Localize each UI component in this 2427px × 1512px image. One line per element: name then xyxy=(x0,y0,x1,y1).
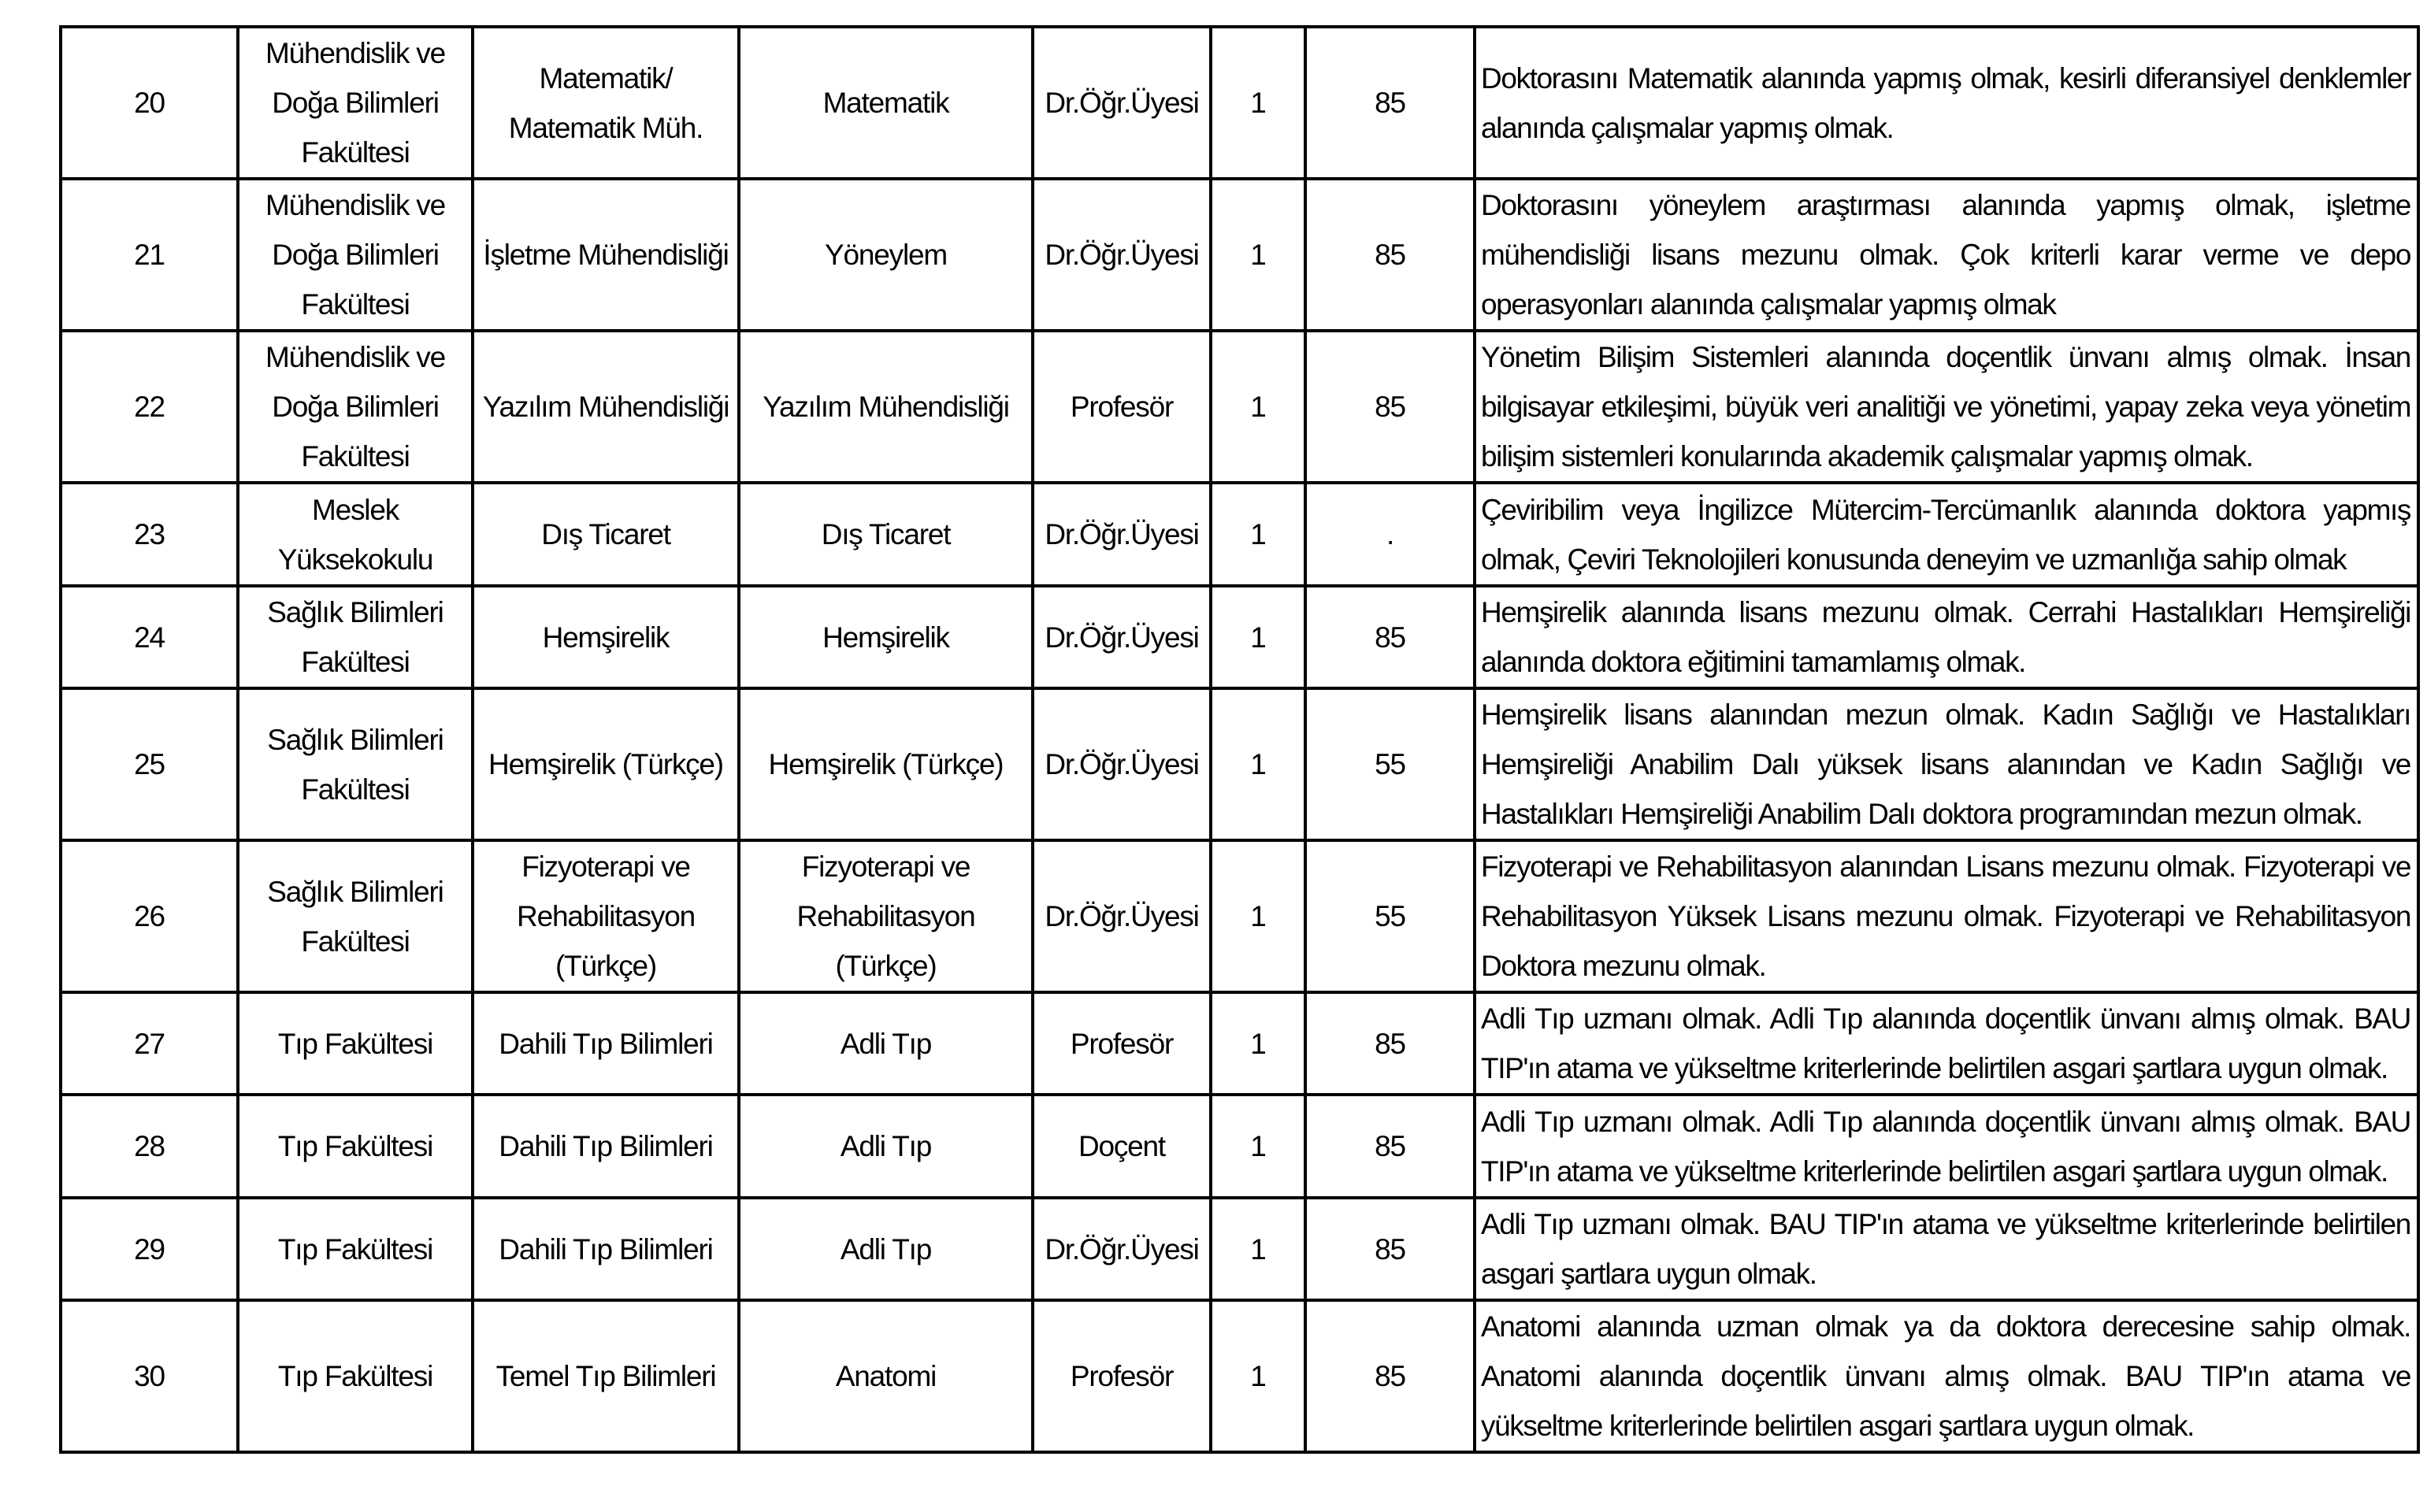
faculty-cell: Mühendislik ve Doğa Bilimleri Fakültesi xyxy=(238,331,473,483)
field-cell: Adli Tıp xyxy=(739,1198,1033,1300)
field-cell: Yazılım Mühendisliği xyxy=(739,331,1033,483)
requirements-cell: Doktorasını yöneylem araştırması alanında yapmış olmak, işletme mühendisliği lisans mezunu olmak. Çok kriterli karar verme ve depo operasyonları alanında çalışmalar yapmış olmak xyxy=(1475,179,2418,331)
faculty-cell: Tıp Fakültesi xyxy=(238,1198,473,1300)
table-row xyxy=(61,1300,2418,1452)
department-cell: Temel Tıp Bilimleri xyxy=(473,1300,739,1452)
faculty-cell: Tıp Fakültesi xyxy=(238,1095,473,1198)
table-row xyxy=(61,992,2418,1095)
requirements-cell: Adli Tıp uzmanı olmak. Adli Tıp alanında doçentlik ünvanı almış olmak. BAU TIP'ın atama ve yükseltme kriterlerinde belirtilen asgari şartlara uygun olmak. xyxy=(1475,1095,2418,1198)
score-cell: 85 xyxy=(1305,179,1475,331)
row-number: 25 xyxy=(61,688,238,840)
count-cell: 1 xyxy=(1211,688,1305,840)
requirements-cell: Anatomi alanında uzman olmak ya da doktora derecesine sahip olmak. Anatomi alanında doçentlik ünvanı almış olmak. BAU TIP'ın atama ve yükseltme kriterlerinde belirtilen asgari şartlara uygun olmak. xyxy=(1475,1300,2418,1452)
faculty-cell: Tıp Fakültesi xyxy=(238,992,473,1095)
field-cell: Dış Ticaret xyxy=(739,483,1033,586)
count-cell: 1 xyxy=(1211,1300,1305,1452)
department-cell: Hemşirelik (Türkçe) xyxy=(473,688,739,840)
faculty-cell: Sağlık Bilimleri Fakültesi xyxy=(238,688,473,840)
requirements-cell: Doktorasını Matematik alanında yapmış olmak, kesirli diferansiyel denklemler alanında çalışmalar yapmış olmak. xyxy=(1475,27,2418,179)
title-cell: Dr.Öğr.Üyesi xyxy=(1033,27,1211,179)
score-cell: 55 xyxy=(1305,688,1475,840)
score-cell: . xyxy=(1305,483,1475,586)
row-number: 29 xyxy=(61,1198,238,1300)
department-cell: Dış Ticaret xyxy=(473,483,739,586)
row-number: 21 xyxy=(61,179,238,331)
department-cell: Dahili Tıp Bilimleri xyxy=(473,1198,739,1300)
field-cell: Hemşirelik (Türkçe) xyxy=(739,688,1033,840)
faculty-cell: Sağlık Bilimleri Fakültesi xyxy=(238,840,473,992)
score-cell: 85 xyxy=(1305,331,1475,483)
department-cell: İşletme Mühendisliği xyxy=(473,179,739,331)
count-cell: 1 xyxy=(1211,27,1305,179)
table-row xyxy=(61,1198,2418,1300)
field-cell: Adli Tıp xyxy=(739,1095,1033,1198)
department-cell: Matematik/ Matematik Müh. xyxy=(473,27,739,179)
faculty-cell: Tıp Fakültesi xyxy=(238,1300,473,1452)
title-cell: Dr.Öğr.Üyesi xyxy=(1033,840,1211,992)
row-number: 28 xyxy=(61,1095,238,1198)
title-cell: Dr.Öğr.Üyesi xyxy=(1033,586,1211,688)
field-cell: Fizyoterapi ve Rehabilitasyon (Türkçe) xyxy=(739,840,1033,992)
row-number: 20 xyxy=(61,27,238,179)
count-cell: 1 xyxy=(1211,483,1305,586)
field-cell: Matematik xyxy=(739,27,1033,179)
title-cell: Dr.Öğr.Üyesi xyxy=(1033,483,1211,586)
field-cell: Adli Tıp xyxy=(739,992,1033,1095)
title-cell: Dr.Öğr.Üyesi xyxy=(1033,688,1211,840)
title-cell: Dr.Öğr.Üyesi xyxy=(1033,1198,1211,1300)
score-cell: 85 xyxy=(1305,1198,1475,1300)
table-row xyxy=(61,331,2418,483)
department-cell: Fizyoterapi ve Rehabilitasyon (Türkçe) xyxy=(473,840,739,992)
count-cell: 1 xyxy=(1211,840,1305,992)
field-cell: Yöneylem xyxy=(739,179,1033,331)
count-cell: 1 xyxy=(1211,179,1305,331)
title-cell: Profesör xyxy=(1033,992,1211,1095)
score-cell: 85 xyxy=(1305,586,1475,688)
table-row xyxy=(61,688,2418,840)
table-row xyxy=(61,1095,2418,1198)
row-number: 22 xyxy=(61,331,238,483)
department-cell: Dahili Tıp Bilimleri xyxy=(473,1095,739,1198)
score-cell: 55 xyxy=(1305,840,1475,992)
faculty-cell: Mühendislik ve Doğa Bilimleri Fakültesi xyxy=(238,179,473,331)
requirements-cell: Hemşirelik alanında lisans mezunu olmak. Cerrahi Hastalıkları Hemşireliği alanında doktora eğitimini tamamlamış olmak. xyxy=(1475,586,2418,688)
faculty-cell: Meslek Yüksekokulu xyxy=(238,483,473,586)
requirements-cell: Fizyoterapi ve Rehabilitasyon alanından Lisans mezunu olmak. Fizyoterapi ve Rehabilitasyon Yüksek Lisans mezunu olmak. Fizyoterapi ve Rehabilitasyon Doktora mezunu olmak. xyxy=(1475,840,2418,992)
field-cell: Hemşirelik xyxy=(739,586,1033,688)
score-cell: 85 xyxy=(1305,27,1475,179)
row-number: 24 xyxy=(61,586,238,688)
faculty-cell: Mühendislik ve Doğa Bilimleri Fakültesi xyxy=(238,27,473,179)
department-cell: Dahili Tıp Bilimleri xyxy=(473,992,739,1095)
count-cell: 1 xyxy=(1211,1095,1305,1198)
requirements-cell: Adli Tıp uzmanı olmak. Adli Tıp alanında doçentlik ünvanı almış olmak. BAU TIP'ın atama ve yükseltme kriterlerinde belirtilen asgari şartlara uygun olmak. xyxy=(1475,992,2418,1095)
requirements-cell: Adli Tıp uzmanı olmak. BAU TIP'ın atama ve yükseltme kriterlerinde belirtilen asgari şartlara uygun olmak. xyxy=(1475,1198,2418,1300)
requirements-cell: Yönetim Bilişim Sistemleri alanında doçentlik ünvanı almış olmak. İnsan bilgisayar etkileşimi, büyük veri analitiği ve yönetimi, yapay zeka veya yönetim bilişim sistemleri konularında akademik çalışmalar yapmış olmak. xyxy=(1475,331,2418,483)
table-row xyxy=(61,179,2418,331)
title-cell: Doçent xyxy=(1033,1095,1211,1198)
count-cell: 1 xyxy=(1211,586,1305,688)
row-number: 26 xyxy=(61,840,238,992)
title-cell: Dr.Öğr.Üyesi xyxy=(1033,179,1211,331)
table-row xyxy=(61,840,2418,992)
count-cell: 1 xyxy=(1211,1198,1305,1300)
requirements-cell: Hemşirelik lisans alanından mezun olmak. Kadın Sağlığı ve Hastalıkları Hemşireliği Anabilim Dalı yüksek lisans alanından ve Kadın Sağlığı ve Hastalıkları Hemşireliği Anabilim Dalı doktora programından mezun olmak. xyxy=(1475,688,2418,840)
score-cell: 85 xyxy=(1305,992,1475,1095)
score-cell: 85 xyxy=(1305,1095,1475,1198)
faculty-cell: Sağlık Bilimleri Fakültesi xyxy=(238,586,473,688)
department-cell: Yazılım Mühendisliği xyxy=(473,331,739,483)
title-cell: Profesör xyxy=(1033,331,1211,483)
title-cell: Profesör xyxy=(1033,1300,1211,1452)
field-cell: Anatomi xyxy=(739,1300,1033,1452)
table-row xyxy=(61,586,2418,688)
positions-table xyxy=(59,25,2420,1454)
requirements-cell: Çeviribilim veya İngilizce Mütercim-Tercümanlık alanında doktora yapmış olmak, Çeviri Teknolojileri konusunda deneyim ve uzmanlığa sahip olmak xyxy=(1475,483,2418,586)
table-row xyxy=(61,483,2418,586)
score-cell: 85 xyxy=(1305,1300,1475,1452)
table-row xyxy=(61,27,2418,179)
department-cell: Hemşirelik xyxy=(473,586,739,688)
row-number: 30 xyxy=(61,1300,238,1452)
row-number: 23 xyxy=(61,483,238,586)
count-cell: 1 xyxy=(1211,331,1305,483)
row-number: 27 xyxy=(61,992,238,1095)
count-cell: 1 xyxy=(1211,992,1305,1095)
